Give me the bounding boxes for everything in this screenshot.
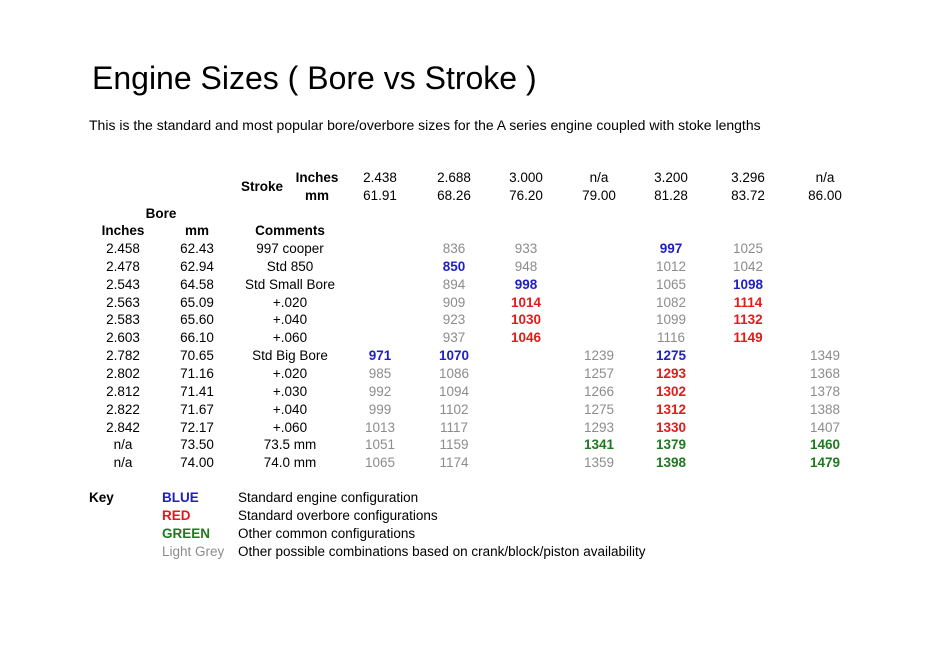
page-title: Engine Sizes ( Bore vs Stroke ) [92,60,537,96]
capacity-cell: 933 [514,241,538,256]
stroke-mm-value: 79.00 [582,188,616,203]
capacity-cell: 1132 [733,312,763,327]
stroke-inches-value: 2.688 [437,170,471,185]
bore-mm-cell: 71.67 [180,402,214,417]
key-description: Other possible combinations based on crank/block/piston availability [238,544,646,559]
bore-inches-cell: n/a [113,455,133,470]
stroke-mm-value: 76.20 [509,188,543,203]
capacity-cell: 985 [368,366,392,381]
capacity-cell: 971 [368,348,392,363]
key-color-name: Light Grey [162,544,225,559]
capacity-cell: 1099 [655,312,687,327]
capacity-cell: 894 [442,277,466,292]
key-description: Standard overbore configurations [238,508,438,523]
stroke-label: Stroke [240,179,284,194]
bore-mm-cell: 65.60 [180,312,214,327]
bore-mm-cell: 71.16 [180,366,214,381]
bore-inches-cell: 2.802 [106,366,140,381]
capacity-cell: 1293 [655,366,687,381]
capacity-cell: 850 [442,259,466,274]
capacity-cell: 1013 [364,420,396,435]
capacity-cell: 1312 [655,402,687,417]
stroke-mm-label: mm [304,188,330,203]
capacity-cell: 1159 [439,437,469,452]
bore-mm-label: mm [184,223,210,238]
capacity-cell: 909 [442,295,466,310]
capacity-cell: 1117 [439,420,469,435]
comment-cell: Std 850 [266,259,314,274]
bore-inches-cell: 2.822 [106,402,140,417]
bore-inches-label: Inches [101,223,145,238]
stroke-mm-value: 81.28 [654,188,688,203]
bore-inches-cell: n/a [113,437,133,452]
capacity-cell: 1379 [655,437,687,452]
key-description: Standard engine configuration [238,490,419,505]
stroke-mm-value: 83.72 [731,188,765,203]
capacity-cell: 1149 [733,330,763,345]
capacity-cell: 1065 [364,455,396,470]
stroke-inches-value: 3.000 [509,170,543,185]
bore-inches-cell: 2.583 [106,312,140,327]
capacity-cell: 836 [442,241,466,256]
capacity-cell: 1349 [809,348,841,363]
capacity-cell: 1051 [364,437,396,452]
bore-inches-cell: 2.812 [106,384,140,399]
key-color-name: GREEN [162,526,211,541]
capacity-cell: 1368 [809,366,841,381]
capacity-cell: 1398 [655,455,687,470]
capacity-cell: 1239 [583,348,615,363]
capacity-cell: 1086 [438,366,470,381]
capacity-cell: 1479 [809,455,841,470]
capacity-cell: 998 [514,277,538,292]
capacity-cell: 1030 [510,312,542,327]
capacity-cell: 1012 [655,259,687,274]
capacity-cell: 997 [659,241,683,256]
capacity-cell: 1359 [583,455,615,470]
capacity-cell: 937 [442,330,466,345]
bore-inches-cell: 2.842 [106,420,140,435]
capacity-cell: 1460 [809,437,841,452]
capacity-cell: 992 [368,384,392,399]
capacity-cell: 1116 [656,330,686,345]
bore-inches-cell: 2.478 [106,259,140,274]
capacity-cell: 1102 [439,402,469,417]
bore-mm-cell: 72.17 [180,420,214,435]
comment-cell: 74.0 mm [263,455,317,470]
bore-mm-cell: 71.41 [180,384,214,399]
capacity-cell: 1098 [732,277,764,292]
capacity-cell: 1114 [733,295,763,310]
bore-inches-cell: 2.458 [106,241,140,256]
comment-cell: Std Small Bore [244,277,336,292]
capacity-cell: 1014 [510,295,542,310]
capacity-cell: 1042 [732,259,764,274]
key-color-name: RED [162,508,191,523]
bore-mm-cell: 70.65 [180,348,214,363]
capacity-cell: 1275 [655,348,687,363]
capacity-cell: 1378 [809,384,841,399]
capacity-cell: 1275 [583,402,615,417]
key-color-name: BLUE [162,490,199,505]
bore-inches-cell: 2.782 [106,348,140,363]
capacity-cell: 1065 [655,277,687,292]
comment-cell: +.020 [272,295,308,310]
comment-cell: +.040 [272,312,308,327]
capacity-cell: 1407 [809,420,841,435]
stroke-mm-value: 68.26 [437,188,471,203]
capacity-cell: 1341 [583,437,615,452]
capacity-cell: 1082 [655,295,687,310]
capacity-cell: 1025 [732,241,764,256]
stroke-inches-value: 3.296 [731,170,765,185]
capacity-cell: 1070 [438,348,470,363]
capacity-cell: 1257 [583,366,615,381]
capacity-cell: 1094 [438,384,470,399]
key-label: Key [89,490,114,505]
key-description: Other common configurations [238,526,416,541]
stroke-mm-value: 61.91 [363,188,397,203]
comment-cell: 997 cooper [256,241,324,256]
comment-cell: +.060 [272,330,308,345]
capacity-cell: 1174 [439,455,469,470]
bore-mm-cell: 62.94 [180,259,214,274]
comments-label: Comments [255,223,325,238]
comment-cell: +.060 [272,420,308,435]
capacity-cell: 1302 [655,384,687,399]
comment-cell: +.040 [272,402,308,417]
stroke-inches-value: 3.200 [654,170,688,185]
stroke-inches-value: n/a [815,170,835,185]
bore-mm-cell: 62.43 [180,241,214,256]
stroke-inches-label: Inches [295,170,339,185]
bore-mm-cell: 73.50 [180,437,214,452]
stroke-inches-value: n/a [589,170,609,185]
bore-mm-cell: 66.10 [180,330,214,345]
bore-inches-cell: 2.563 [106,295,140,310]
capacity-cell: 1293 [583,420,615,435]
capacity-cell: 948 [514,259,538,274]
comment-cell: +.030 [272,384,308,399]
stroke-inches-value: 2.438 [363,170,397,185]
comment-cell: 73.5 mm [263,437,317,452]
bore-inches-cell: 2.543 [106,277,140,292]
stroke-mm-value: 86.00 [808,188,842,203]
capacity-cell: 1388 [809,402,841,417]
capacity-cell: 1266 [583,384,615,399]
comment-cell: +.020 [272,366,308,381]
bore-mm-cell: 65.09 [180,295,214,310]
bore-inches-cell: 2.603 [106,330,140,345]
capacity-cell: 923 [442,312,466,327]
capacity-cell: 999 [368,402,392,417]
comment-cell: Std Big Bore [252,348,328,363]
page-subtitle: This is the standard and most popular bore/overbore sizes for the A series engine coupled with stoke lengths [89,117,761,133]
bore-mm-cell: 64.58 [180,277,214,292]
capacity-cell: 1330 [655,420,687,435]
capacity-cell: 1046 [510,330,542,345]
bore-mm-cell: 74.00 [180,455,214,470]
bore-label: Bore [145,206,177,221]
